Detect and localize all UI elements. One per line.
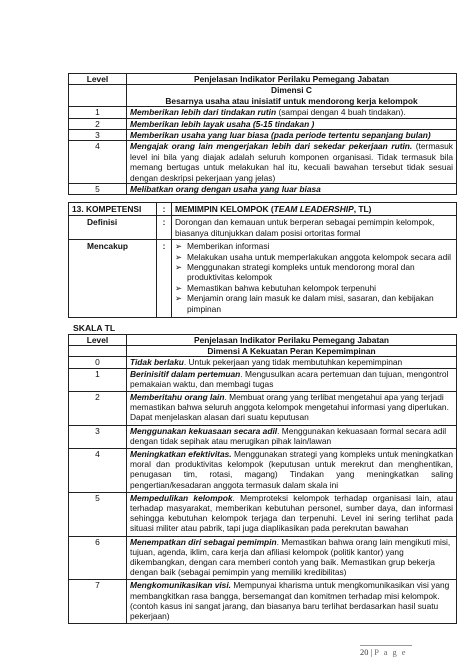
desc-cell: Memberikan usaha yang luar biasa (pada periode tertentu sepanjang bulan) (127, 130, 457, 141)
level-cell: 2 (69, 392, 127, 426)
level-cell: 3 (69, 425, 127, 448)
level-cell: 7 (69, 580, 127, 624)
dimension-desc: Besarnya usaha atau inisiatif untuk mendorong kerja kelompok (165, 95, 418, 106)
page-number: 20 (360, 648, 369, 657)
level-cell: 4 (69, 449, 127, 493)
desc-cell: Mempedulikan kelompok. Memproteksi kelompok terhadap organisasi lain, atau terhadap masyarakat, memberikan kebutuhan personel, sumber daya, dan informasi sehingga kebutuhan kelompok terjaga dan terpenuhi. Level ini sering terlihat pada situasi militer atau pabrik, tapi juga diaplikasikan pada perekrutan bawahan (127, 492, 457, 536)
table-row (69, 118, 457, 129)
bullet-arrow-icon: ➢ (175, 262, 183, 273)
skala-title: SKALA TL (73, 323, 116, 333)
desc-cell: Memberikan lebih dari tindakan rutin (sampai dengan 4 buah tindakan). (127, 107, 457, 118)
level-cell: 0 (69, 357, 127, 368)
competency-title: MEMIMPIN KELOMPOK (TEAM LEADERSHIP, TL) (172, 203, 457, 216)
table-row (69, 492, 457, 536)
dimension-title: Dimensi C (271, 85, 312, 96)
dimension-c-table (68, 73, 457, 195)
level-cell: 5 (69, 492, 127, 536)
list-item: ➢ Memastikan bahwa kebutuhan kelompok terpenuhi (175, 282, 377, 293)
bullet-arrow-icon: ➢ (175, 293, 183, 304)
table-row (69, 368, 457, 391)
table-row (69, 130, 457, 141)
table-row (69, 580, 457, 624)
col-desc-header: Penjelasan Indikator Perilaku Pemegang Jabatan (127, 74, 457, 85)
level-cell: 5 (69, 184, 127, 195)
bullet-arrow-icon: ➢ (175, 251, 183, 262)
col-level-header: Level (69, 74, 127, 85)
page-word: P a g e (374, 648, 407, 657)
table-row (69, 184, 457, 195)
level-cell: 1 (69, 368, 127, 391)
desc-cell: Meningkatkan efektivitas. Menggunakan strategi yang kompleks untuk meningkatkan moral dan produktivitas kelompok (keputusan untuk merekrut dan menghentikan, penugasan tim, rotasi, magang) Tindakan yang meningkatkan saling pengertian/kesadaran anggota termasuk dalam skala ini (127, 449, 457, 493)
level-cell: 6 (69, 536, 127, 580)
list-item: ➢ Memberikan informasi (175, 241, 270, 252)
desc-cell: Menggunakan kekuasaan secara adil. Menggunakan kekuasaan formal secara adil dengan tidak sepihak atau merugikan pihak lain/lawan (127, 425, 457, 448)
list-item: ➢ Menjamin orang lain masuk ke dalam misi, sasaran, dan kebijakan pimpinan (175, 293, 434, 314)
desc-cell: Tidak berlaku. Untuk pekerjaan yang tidak membutuhkan kepemimpinan (127, 357, 457, 368)
desc-cell: Mengkomunikasikan visi. Mempunyai kharisma untuk mengkomunikasikan visi yang membangkitkan rasa bangga, bersemangat dan komitmen terhadap misi kelompok. (contoh kasus ini sangat jarang, dan biasanya baru terlihat berdasarkan hasil suatu pekerjaan) (127, 580, 457, 624)
page-footer: 20 | P a g e (360, 648, 407, 657)
bullet-arrow-icon: ➢ (175, 282, 183, 293)
skala-table (68, 334, 457, 624)
col-level-header: Level (69, 335, 127, 346)
competency-number: 13. KOMPETENSI (69, 203, 157, 216)
desc-cell: Menempatkan diri sebagai pemimpin. Memastikan bahwa orang lain mengikuti misi, tujuan, agenda, iklim, cara kerja dan afiliasi kelompok (politik kantor) yang dikembangkan, dengan cara memberi contoh yang baik. Memastikan grup bekerja dengan baik (sebagai pemimpin yang memiliki kredibilitas) (127, 536, 457, 580)
desc-cell: Melibatkan orang dengan usaha yang luar biasa (127, 184, 457, 195)
bullet-arrow-icon: ➢ (175, 241, 183, 252)
definisi-label: Definisi (69, 216, 157, 240)
table-row (69, 141, 457, 184)
table-row (69, 449, 457, 493)
desc-cell: Memberitahu orang lain. Membuat orang yang terlibat mengetahui apa yang terjadi memastikan bahwa seluruh anggota kelompok mengetahui informasi yang diperlukan. Dapat menjelaskan alasan dari suatu keputusan (127, 392, 457, 426)
table-row (69, 536, 457, 580)
desc-cell: Berinisitif dalam pertemuan. Mengusulkan acara pertemuan dan tujuan, mengontrol pemakaian waktu, dan membagi tugas (127, 368, 457, 391)
footer-divider (360, 645, 412, 646)
level-cell: 4 (69, 141, 127, 184)
level-cell: 3 (69, 130, 127, 141)
mencakup-label: Mencakup (69, 240, 157, 318)
table-row (69, 392, 457, 426)
definisi-text: Dorongan dan kemauan untuk berperan sebagai pemimpin kelompok, biasanya ditunjukkan dalam posisi ortoritas formal (172, 216, 457, 240)
col-desc-header: Penjelasan Indikator Perilaku Pemegang Jabatan (127, 335, 457, 346)
mencakup-list (172, 240, 457, 318)
dimension-title: Dimensi A Kekuatan Peran Kepemimpinan (127, 346, 457, 357)
competency-table: 13. KOMPETENSI : MEMIMPIN KELOMPOK (TEAM LEADERSHIP, TL) Definisi : Dorongan dan kemauan untuk berperan sebagai pemimpin kelompok, biasanya ditunjukkan dalam posisi ortoritas formal Mencakup : ➢ Memberikan informasi ➢ Melakukan usaha untuk memperlakukan anggota kelompok secara adil ➢ Menggunakan strategi kompleks untuk mendorong moral dan produktivitas kelompok ➢ Memastikan bahwa kebutuhan kelompok terpenuhi ➢ Menjamin orang lain masuk ke dalam misi, sasaran, dan kebijakan pimpinan (68, 202, 457, 318)
level-cell: 1 (69, 107, 127, 118)
table-row (69, 107, 457, 118)
list-item: ➢ Melakukan usaha untuk memperlakukan anggota kelompok secara adil (175, 251, 451, 262)
desc-cell: Memberikan lebih layak usaha (5-15 tindakan ) (127, 118, 457, 129)
level-cell: 2 (69, 118, 127, 129)
table-row (69, 357, 457, 368)
desc-cell: Mengajak orang lain mengerjakan lebih dari sekedar pekerjaan rutin. (termasuk level ini bila yang diajak adalah seluruh komponen organisasi. Tidak termasuk bila memang bertugas untuk melakukan hal itu, kecuali bawahan tersebut tidak sesuai dengan deskripsi pekerjaan yang jelas) (127, 141, 457, 184)
list-item: ➢ Menggunakan strategi kompleks untuk mendorong moral dan produktivitas kelompok (175, 262, 415, 283)
table-row (69, 425, 457, 448)
